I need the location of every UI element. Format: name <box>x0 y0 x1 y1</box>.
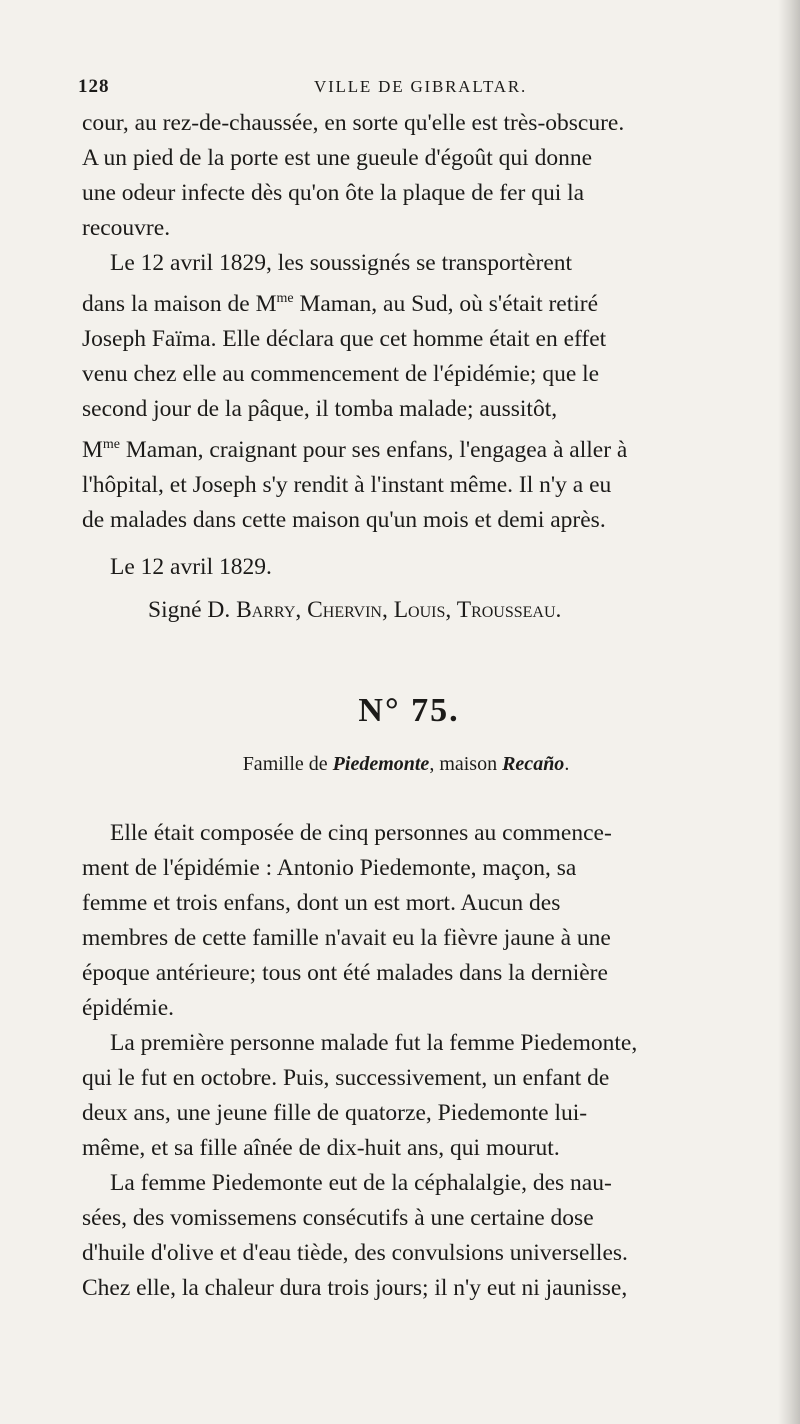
text-segment: M <box>82 437 103 463</box>
text-line: cour, au rez-de-chaussée, en sorte qu'elle est très-obscure. <box>82 110 625 136</box>
text-line: Elle était composée de cinq personnes au commence- <box>110 820 612 846</box>
text-line: second jour de la pâque, il tomba malade; aussitôt, <box>82 396 558 422</box>
subtitle-prefix: Famille de <box>242 753 333 775</box>
text-line: La femme Piedemonte eut de la céphalalgie, des nau- <box>110 1170 612 1196</box>
text-line: venu chez elle au commencement de l'épidémie; que le <box>82 361 600 387</box>
date-line: Le 12 avril 1829. <box>110 554 272 580</box>
paragraph-visit-report <box>82 246 764 538</box>
text-line: La première personne malade fut la femme Piedemonte, <box>110 1030 638 1056</box>
text-segment: dans la maison de M <box>82 291 277 317</box>
entry-subtitle <box>82 750 764 778</box>
text-line: qui le fut en octobre. Puis, successivement, un enfant de <box>82 1065 610 1091</box>
text-segment: Maman, craignant pour ses enfans, l'engagea à aller à <box>120 437 628 463</box>
house-name: Recaño <box>502 753 565 775</box>
page-number: 128 <box>78 76 110 97</box>
text-line: Le 12 avril 1829, les soussignés se transportèrent <box>110 250 573 276</box>
text-segment: Maman, au Sud, où s'était retiré <box>293 291 599 317</box>
text-line: de malades dans cette maison qu'un mois et demi après. <box>82 507 606 533</box>
signatory-names: D. Barry, Chervin, Louis, Trousseau. <box>207 597 562 623</box>
entry-body <box>82 816 764 1306</box>
paragraph-family-composition <box>82 816 764 1026</box>
text-line: A un pied de la porte est une gueule d'égoût qui donne <box>82 145 593 171</box>
text-line: une odeur infecte dès qu'on ôte la plaque de fer qui la <box>82 180 585 206</box>
text-line: Chez elle, la chaleur dura trois jours; il n'y eut ni jaunisse, <box>82 1275 628 1301</box>
signature-prefix: Signé <box>148 597 208 623</box>
family-name: Piedemonte <box>332 753 430 775</box>
text-line: épidémie. <box>82 995 175 1021</box>
paragraph-first-cases <box>82 1026 764 1166</box>
text-line: Joseph Faïma. Elle déclara que cet homme était en effet <box>82 326 607 352</box>
text-line: même, et sa fille aînée de dix-huit ans, qui mourut. <box>82 1135 560 1161</box>
subtitle-middle: , maison <box>429 753 503 775</box>
subtitle-end: . <box>564 753 570 775</box>
superscript: me <box>102 437 121 452</box>
running-head <box>78 72 764 100</box>
signature-line <box>82 593 764 628</box>
text-line: femme et trois enfans, dont un est mort. Aucun des <box>82 890 561 916</box>
paragraph-symptoms <box>82 1166 764 1306</box>
text-line: époque antérieure; tous ont été malades dans la dernière <box>82 960 608 986</box>
text-line: sées, des vomissemens consécutifs à une certaine dose <box>82 1205 594 1231</box>
text-line: ment de l'épidémie : Antonio Piedemonte, maçon, sa <box>82 855 577 881</box>
running-title: VILLE DE GIBRALTAR. <box>314 77 528 96</box>
text-line: recouvre. <box>82 215 171 241</box>
text-line: deux ans, une jeune fille de quatorze, Piedemonte lui- <box>82 1100 588 1126</box>
text-line: l'hôpital, et Joseph s'y rendit à l'instant même. Il n'y a eu <box>82 472 612 498</box>
superscript: me <box>276 291 294 306</box>
text-line: d'huile d'olive et d'eau tiède, des convulsions universelles. <box>82 1240 628 1266</box>
text-line <box>82 281 764 322</box>
paragraph-continuation <box>82 106 764 246</box>
entry-number-heading: N° 75. <box>358 692 460 729</box>
text-line: membres de cette famille n'avait eu la fièvre jaune à une <box>82 925 611 951</box>
text-line <box>82 427 764 468</box>
